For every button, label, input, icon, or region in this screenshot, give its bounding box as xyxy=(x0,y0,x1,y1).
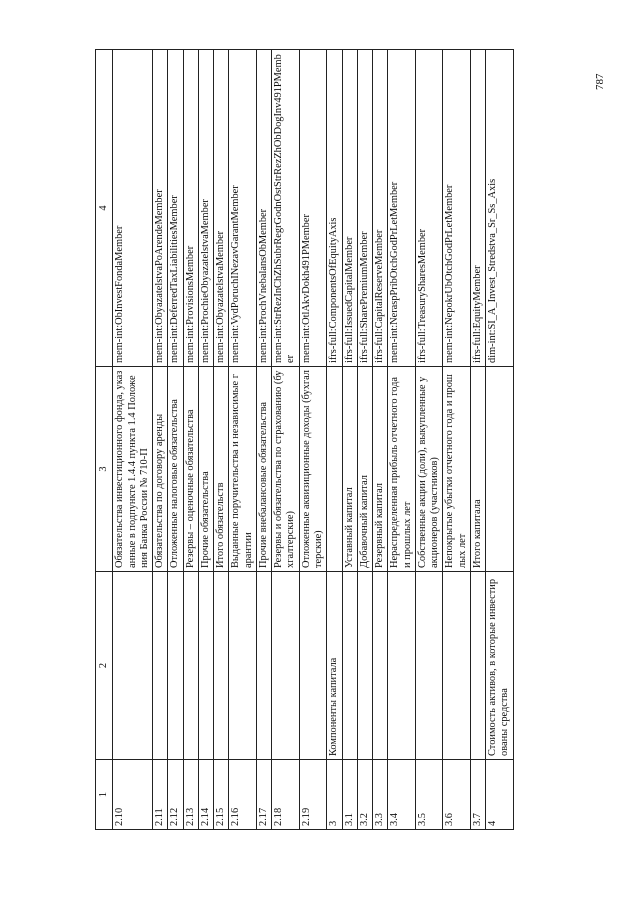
indicator-cell: Итого обязательств xyxy=(214,367,229,572)
table-row xyxy=(357,50,372,830)
taxonomy-table xyxy=(95,49,514,830)
column-header-3: 3 xyxy=(96,367,113,572)
indicator-cell: Непокрытые убытки отчетного года и прошлых лет xyxy=(443,367,471,572)
row-number-cell: 3.4 xyxy=(388,760,416,830)
indicator-cell: Отложенные налоговые обязательства xyxy=(168,367,183,572)
rotated-table-container xyxy=(95,50,575,830)
indicator-cell xyxy=(486,367,514,572)
component-cell xyxy=(388,572,416,760)
member-code-cell: mem-int:ObyazatelstvaMember xyxy=(214,50,229,367)
column-header-4: 4 xyxy=(96,50,113,367)
table-row xyxy=(299,50,327,830)
member-code-cell: ifrs-full:TreasurySharesMember xyxy=(415,50,443,367)
indicator-cell: Прочие внебалансовые обязательства xyxy=(256,367,271,572)
row-number-cell: 3.3 xyxy=(373,760,388,830)
table-row xyxy=(470,50,485,830)
table-row xyxy=(373,50,388,830)
table-row xyxy=(183,50,198,830)
row-number-cell: 2.17 xyxy=(256,760,271,830)
member-code-cell: mem-int:NeraspPribOtchGodPrLetMember xyxy=(388,50,416,367)
row-number-cell: 2.19 xyxy=(299,760,327,830)
member-code-cell: ifrs-full:IssuedCapitalMember xyxy=(342,50,357,367)
table-row xyxy=(415,50,443,830)
indicator-cell: Обязательства по договору аренды xyxy=(153,367,168,572)
member-code-cell: mem-int:ProvisionsMember xyxy=(183,50,198,367)
indicator-cell: Итого капитала xyxy=(470,367,485,572)
table-row xyxy=(198,50,213,830)
component-cell xyxy=(299,572,327,760)
member-code-cell: mem-int:OtlAkvDokh491PMember xyxy=(299,50,327,367)
member-code-cell: mem-int:StrRezInChZhSubrRegrGodnOstStrRezZhObDogInv491PMember xyxy=(272,50,300,367)
table-header-row xyxy=(96,50,113,830)
member-code-cell: mem-int:VydPoruchINezavGarantMember xyxy=(229,50,257,367)
table-row xyxy=(327,50,342,830)
member-code-cell: mem-int:ObyazatelstvaPoArendeMember xyxy=(153,50,168,367)
component-cell xyxy=(373,572,388,760)
component-cell xyxy=(214,572,229,760)
member-code-cell: ifrs-full:CapitalReserveMember xyxy=(373,50,388,367)
member-code-cell: dim-int:SI_A_Invest_Stredstva_Sr_Ss_Axis xyxy=(486,50,514,367)
indicator-cell xyxy=(327,367,342,572)
row-number-cell: 2.12 xyxy=(168,760,183,830)
component-cell xyxy=(183,572,198,760)
table-row xyxy=(342,50,357,830)
component-cell xyxy=(272,572,300,760)
component-cell xyxy=(443,572,471,760)
member-code-cell: mem-int:ProchieObyazatelstvaMember xyxy=(198,50,213,367)
component-cell xyxy=(415,572,443,760)
component-cell xyxy=(113,572,153,760)
member-code-cell: mem-int:NepokrUbOtchGodPrLetMember xyxy=(443,50,471,367)
row-number-cell: 3 xyxy=(327,760,342,830)
table-row xyxy=(153,50,168,830)
indicator-cell: Нераспределенная прибыль отчетного года и прошлых лет xyxy=(388,367,416,572)
page-number: 787 xyxy=(594,73,606,91)
table-row xyxy=(388,50,416,830)
row-number-cell: 2.16 xyxy=(229,760,257,830)
component-cell: Стоимость активов, в которые инвестированы средства xyxy=(486,572,514,760)
column-header-2: 2 xyxy=(96,572,113,760)
indicator-cell: Добавочный капитал xyxy=(357,367,372,572)
indicator-cell: Собственные акции (доли), выкупленные у акционеров (участников) xyxy=(415,367,443,572)
table-row xyxy=(214,50,229,830)
component-cell xyxy=(357,572,372,760)
member-code-cell: mem-int:DeferredTaxLiabilitiesMember xyxy=(168,50,183,367)
indicator-cell: Отложенные аквизиционные доходы (бухгалтерские) xyxy=(299,367,327,572)
column-header-1: 1 xyxy=(96,760,113,830)
component-cell xyxy=(229,572,257,760)
component-cell: Компоненты капитала xyxy=(327,572,342,760)
table-row xyxy=(443,50,471,830)
row-number-cell: 2.11 xyxy=(153,760,168,830)
table-row xyxy=(272,50,300,830)
row-number-cell: 3.7 xyxy=(470,760,485,830)
indicator-cell: Прочие обязательства xyxy=(198,367,213,572)
row-number-cell: 2.10 xyxy=(113,760,153,830)
table-body xyxy=(113,50,513,830)
row-number-cell: 3.2 xyxy=(357,760,372,830)
component-cell xyxy=(198,572,213,760)
indicator-cell: Уставный капитал xyxy=(342,367,357,572)
table-row xyxy=(486,50,514,830)
indicator-cell: Резервы и обязательства по страхованию (бухгалтерские) xyxy=(272,367,300,572)
component-cell xyxy=(342,572,357,760)
member-code-cell: ifrs-full:ComponentsOfEquityAxis xyxy=(327,50,342,367)
indicator-cell: Резервный капитал xyxy=(373,367,388,572)
row-number-cell: 3.6 xyxy=(443,760,471,830)
row-number-cell: 2.15 xyxy=(214,760,229,830)
member-code-cell: mem-int:ObInvestFondaMember xyxy=(113,50,153,367)
component-cell xyxy=(470,572,485,760)
indicator-cell: Выданные поручительства и независимые гарантии xyxy=(229,367,257,572)
member-code-cell: ifrs-full:EquityMember xyxy=(470,50,485,367)
table-row xyxy=(229,50,257,830)
row-number-cell: 2.18 xyxy=(272,760,300,830)
row-number-cell: 2.14 xyxy=(198,760,213,830)
table-row xyxy=(256,50,271,830)
row-number-cell: 2.13 xyxy=(183,760,198,830)
member-code-cell: mem-int:ProchVnebalansObMember xyxy=(256,50,271,367)
table-row xyxy=(168,50,183,830)
table-row xyxy=(113,50,153,830)
component-cell xyxy=(256,572,271,760)
member-code-cell: ifrs-full:SharePremiumMember xyxy=(357,50,372,367)
row-number-cell: 3.5 xyxy=(415,760,443,830)
row-number-cell: 3.1 xyxy=(342,760,357,830)
indicator-cell: Резервы – оценочные обязательства xyxy=(183,367,198,572)
row-number-cell: 4 xyxy=(486,760,514,830)
indicator-cell: Обязательства инвестиционного фонда, указанные в подпункте 1.4.4 пункта 1.4 Положения Банка России № 710-П xyxy=(113,367,153,572)
component-cell xyxy=(168,572,183,760)
component-cell xyxy=(153,572,168,760)
